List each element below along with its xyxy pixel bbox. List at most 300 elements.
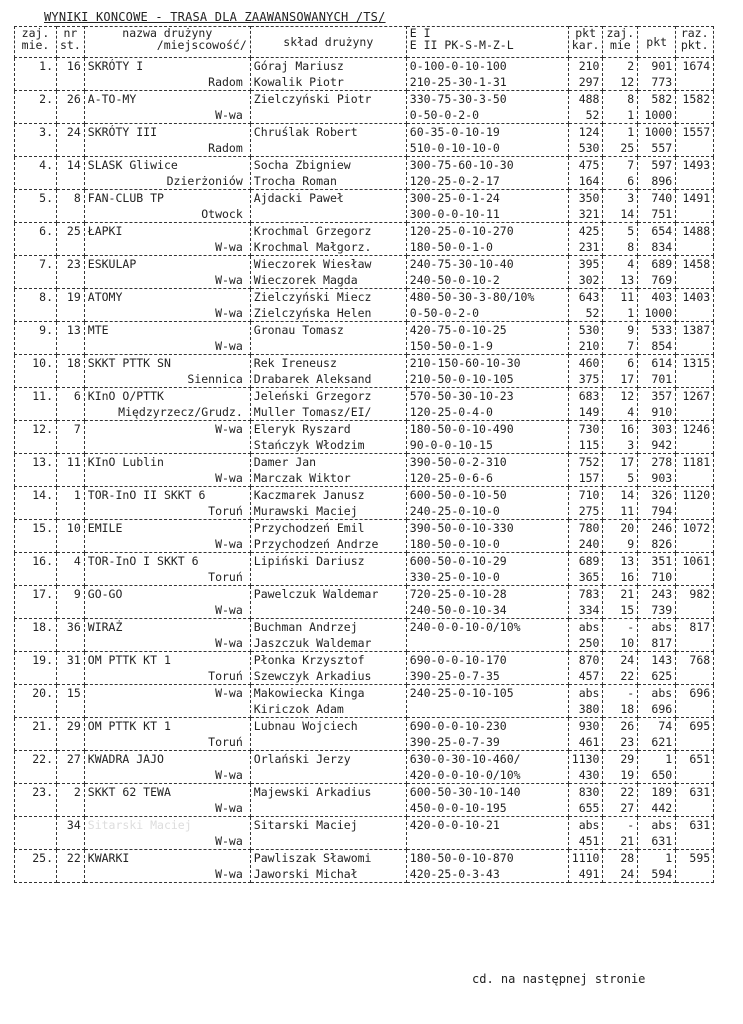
stage-place-cell <box>603 685 638 718</box>
penalty-stage-2: 180-50-0-1-0 <box>409 240 493 254</box>
penalty-stage-1: 60-35-0-10-19 <box>409 125 500 139</box>
place-cell: 19. <box>15 652 57 685</box>
crew-cell <box>250 454 406 487</box>
penalty-points-cell <box>568 289 603 322</box>
table-row <box>15 289 714 322</box>
team-city: Toruń <box>208 570 243 584</box>
points-2: 826 <box>651 537 673 551</box>
place-cell: 23. <box>15 784 57 817</box>
penalty-stage-1: 120-25-0-10-270 <box>409 224 514 238</box>
stage-place-2: 21 <box>620 834 635 848</box>
team-city: Dzierżoniów <box>166 174 243 188</box>
points-1: 689 <box>651 257 673 271</box>
stage-place-cell <box>603 751 638 784</box>
team-city: Siennica <box>187 372 243 386</box>
penalty-points-2: 240 <box>578 537 600 551</box>
points-cell <box>638 751 676 784</box>
penalty-points-1: 350 <box>578 191 600 205</box>
total-points-cell: 1072 <box>676 520 714 553</box>
stage-place-1: 13 <box>620 554 635 568</box>
start-number-cell: 36 <box>57 619 85 652</box>
start-number-cell: 26 <box>57 91 85 124</box>
penalty-stage-1: 390-50-0-10-330 <box>409 521 514 535</box>
penalty-points-cell <box>568 784 603 817</box>
penalty-points-cell <box>568 553 603 586</box>
stage-place-2: 23 <box>620 735 635 749</box>
penalty-stage-2: 420-0-0-10-21 <box>409 818 500 832</box>
stage-place-cell <box>603 421 638 454</box>
total-points-cell: 1387 <box>676 322 714 355</box>
crew-member: Pawelczuk Waldemar <box>253 587 379 601</box>
total-points-cell: 1582 <box>676 91 714 124</box>
team-cell <box>84 586 250 619</box>
points-2: 650 <box>651 768 673 782</box>
penalty-points-1: 395 <box>578 257 600 271</box>
crew-cell <box>250 520 406 553</box>
team-name: KInO O/PTTK <box>87 389 164 403</box>
penalty-points-2: 250 <box>578 636 600 650</box>
points-2: 910 <box>651 405 673 419</box>
stage-place-2: 12 <box>620 75 635 89</box>
start-number-cell: 15 <box>57 685 85 718</box>
table-row <box>15 553 714 586</box>
stage-place-2: 17 <box>620 372 635 386</box>
penalty-points-2: 210 <box>578 339 600 353</box>
team-name: SKRÓTY III <box>87 125 158 139</box>
points-1: abs <box>651 620 673 634</box>
crew-member: Lipiński Dariusz <box>253 554 365 568</box>
stage-place-cell <box>603 223 638 256</box>
penalty-points-cell <box>568 652 603 685</box>
total-points-cell: 1246 <box>676 421 714 454</box>
start-number-cell: 2 <box>57 784 85 817</box>
crew-member: Wieczorek Wiesław <box>253 257 372 271</box>
team-cell <box>84 289 250 322</box>
crew-member: Góraj Mariusz <box>253 59 344 73</box>
total-points-cell: 1491 <box>676 190 714 223</box>
penalty-stage-1: 720-25-0-10-28 <box>409 587 507 601</box>
total-points-cell: 1181 <box>676 454 714 487</box>
team-city: W-wa <box>215 306 243 320</box>
points-2: 896 <box>651 174 673 188</box>
table-row <box>15 91 714 124</box>
crew-cell <box>250 256 406 289</box>
crew-member: Rek Ireneusz <box>253 356 337 370</box>
team-city: W-wa <box>215 636 243 650</box>
penalty-points-1: 1110 <box>571 851 600 865</box>
stage-place-1: 26 <box>620 719 635 733</box>
points-2: 834 <box>651 240 673 254</box>
team-city: W-wa <box>215 108 243 122</box>
header-nr: nr st. <box>57 27 85 58</box>
stage-place-2: 11 <box>620 504 635 518</box>
team-city: W-wa <box>215 422 243 436</box>
crew-cell <box>250 322 406 355</box>
start-number-cell: 31 <box>57 652 85 685</box>
stage-place-1: 29 <box>620 752 635 766</box>
penalty-points-2: 231 <box>578 240 600 254</box>
team-cell <box>84 850 250 883</box>
penalty-points-1: 683 <box>578 389 600 403</box>
points-2: 594 <box>651 867 673 881</box>
points-cell <box>638 421 676 454</box>
crew-cell <box>250 388 406 421</box>
team-cell <box>84 388 250 421</box>
points-cell <box>638 355 676 388</box>
place-cell: 11. <box>15 388 57 421</box>
crew-cell <box>250 619 406 652</box>
team-city: Radom <box>208 141 243 155</box>
penalty-points-cell <box>568 190 603 223</box>
start-number-cell: 6 <box>57 388 85 421</box>
penalty-stage-1: 180-50-0-10-870 <box>409 851 514 865</box>
points-2: 625 <box>651 669 673 683</box>
penalty-stage-2: 420-25-0-3-43 <box>409 867 500 881</box>
start-number-cell: 34 <box>57 817 85 850</box>
penalty-points-cell <box>568 388 603 421</box>
header-pkt-kar: pkt kar. <box>568 27 603 58</box>
points-cell <box>638 718 676 751</box>
stage-place-2: 9 <box>627 537 635 551</box>
team-city: W-wa <box>215 240 243 254</box>
points-1: 326 <box>651 488 673 502</box>
crew-member: Szewczyk Arkadius <box>253 669 372 683</box>
penalty-points-1: 689 <box>578 554 600 568</box>
total-points-cell: 1674 <box>676 58 714 91</box>
penalty-stage-2: 510-0-10-10-0 <box>409 141 500 155</box>
points-cell <box>638 619 676 652</box>
page-title: WYNIKI KONCOWE - TRASA DLA ZAAWANSOWANYCH /TS/ <box>44 10 386 24</box>
stage-place-1: 1 <box>627 125 635 139</box>
start-number-cell: 25 <box>57 223 85 256</box>
team-cell <box>84 322 250 355</box>
table-row <box>15 487 714 520</box>
penalty-cell <box>406 718 568 751</box>
penalty-stage-1: 690-0-0-10-230 <box>409 719 507 733</box>
team-name: TOR-InO I SKKT 6 <box>87 554 199 568</box>
table-row <box>15 685 714 718</box>
place-cell: 10. <box>15 355 57 388</box>
penalty-stage-2: 240-25-0-10-0 <box>409 504 500 518</box>
crew-cell <box>250 91 406 124</box>
crew-cell <box>250 223 406 256</box>
penalty-cell <box>406 784 568 817</box>
penalty-points-cell <box>568 751 603 784</box>
team-cell <box>84 256 250 289</box>
team-name: GO-GO <box>87 587 123 601</box>
stage-place-1: - <box>627 620 635 634</box>
crew-cell <box>250 586 406 619</box>
team-cell <box>84 58 250 91</box>
team-cell <box>84 553 250 586</box>
team-city: W-wa <box>215 686 243 700</box>
stage-place-2: 24 <box>620 867 635 881</box>
points-1: abs <box>651 686 673 700</box>
total-points-cell: 1315 <box>676 355 714 388</box>
stage-place-2: 13 <box>620 273 635 287</box>
start-number-cell: 8 <box>57 190 85 223</box>
stage-place-cell <box>603 58 638 91</box>
crew-member: Kaczmarek Janusz <box>253 488 365 502</box>
penalty-stage-2: 0-50-0-2-0 <box>409 306 480 320</box>
points-1: 143 <box>651 653 673 667</box>
stage-place-2: 18 <box>620 702 635 716</box>
penalty-points-1: 475 <box>578 158 600 172</box>
crew-member: Zielczyńska Helen <box>253 306 372 320</box>
total-points-cell: 631 <box>676 817 714 850</box>
stage-place-cell <box>603 553 638 586</box>
stage-place-cell <box>603 487 638 520</box>
total-points-cell: 695 <box>676 718 714 751</box>
stage-place-2: 1 <box>627 306 635 320</box>
penalty-stage-1: 570-50-30-10-23 <box>409 389 514 403</box>
penalty-points-1: 830 <box>578 785 600 799</box>
penalty-stage-1: 600-50-30-10-140 <box>409 785 521 799</box>
penalty-points-2: 302 <box>578 273 600 287</box>
team-cell <box>84 784 250 817</box>
penalty-cell <box>406 487 568 520</box>
stage-place-cell <box>603 190 638 223</box>
place-cell: 16. <box>15 553 57 586</box>
penalty-stage-1: 0-100-0-10-100 <box>409 59 507 73</box>
points-cell <box>638 124 676 157</box>
penalty-points-2: 275 <box>578 504 600 518</box>
points-cell <box>638 190 676 223</box>
crew-cell <box>250 553 406 586</box>
penalty-points-1: 643 <box>578 290 600 304</box>
points-2: 817 <box>651 636 673 650</box>
start-number-cell: 10 <box>57 520 85 553</box>
total-points-cell: 651 <box>676 751 714 784</box>
stage-place-1: 3 <box>627 191 635 205</box>
points-cell <box>638 256 676 289</box>
penalty-points-cell <box>568 157 603 190</box>
stage-place-2: 6 <box>627 174 635 188</box>
penalty-points-cell <box>568 817 603 850</box>
penalty-points-2: 52 <box>585 306 600 320</box>
header-team: nazwa drużyny /miejscowość/ <box>84 27 250 58</box>
header-raz-pkt: raz. pkt. <box>676 27 714 58</box>
penalty-stage-1: 180-50-0-10-490 <box>409 422 514 436</box>
stage-place-2: 5 <box>627 471 635 485</box>
team-name: MTE <box>87 323 109 337</box>
stage-place-2: 25 <box>620 141 635 155</box>
team-name: A-TO-MY <box>87 92 137 106</box>
penalty-points-1: 730 <box>578 422 600 436</box>
crew-member: Gronau Tomasz <box>253 323 344 337</box>
start-number-cell: 13 <box>57 322 85 355</box>
penalty-stage-1: 300-75-60-10-30 <box>409 158 514 172</box>
crew-member: Murawski Maciej <box>253 504 358 518</box>
stage-place-cell <box>603 652 638 685</box>
penalty-points-1: 210 <box>578 59 600 73</box>
table-row <box>15 256 714 289</box>
crew-member: Jaworski Michał <box>253 867 358 881</box>
total-points-cell: 1061 <box>676 553 714 586</box>
crew-member: Marczak Wiktor <box>253 471 351 485</box>
penalty-points-2: 149 <box>578 405 600 419</box>
team-name: WIRAŻ <box>87 620 123 634</box>
crew-member: Przychodzeń Andrze <box>253 537 379 551</box>
crew-cell <box>250 751 406 784</box>
penalty-cell <box>406 256 568 289</box>
penalty-stage-2: 420-0-0-10-0/10% <box>409 768 521 782</box>
crew-cell <box>250 718 406 751</box>
points-1: 189 <box>651 785 673 799</box>
penalty-cell <box>406 124 568 157</box>
crew-member: Majewski Arkadius <box>253 785 372 799</box>
penalty-cell <box>406 355 568 388</box>
penalty-cell <box>406 619 568 652</box>
team-name: FAN-CLUB TP <box>87 191 164 205</box>
crew-member: Zielczyński Miecz <box>253 290 372 304</box>
stage-place-1: 8 <box>627 92 635 106</box>
team-cell <box>84 355 250 388</box>
points-2: 442 <box>651 801 673 815</box>
penalty-stage-2: 240-50-0-10-34 <box>409 603 507 617</box>
table-row <box>15 58 714 91</box>
penalty-points-1: 870 <box>578 653 600 667</box>
table-row <box>15 454 714 487</box>
team-city: Toruń <box>208 669 243 683</box>
points-2: 631 <box>651 834 673 848</box>
penalty-stage-1: 300-25-0-1-24 <box>409 191 500 205</box>
penalty-points-cell <box>568 487 603 520</box>
stage-place-cell <box>603 157 638 190</box>
penalty-points-2: 52 <box>585 108 600 122</box>
place-cell: 6. <box>15 223 57 256</box>
crew-cell <box>250 487 406 520</box>
stage-place-2: 4 <box>627 405 635 419</box>
total-points-cell: 1403 <box>676 289 714 322</box>
team-name: KWADRA JAJO <box>87 752 164 766</box>
crew-cell <box>250 289 406 322</box>
stage-place-2: 14 <box>620 207 635 221</box>
penalty-cell <box>406 520 568 553</box>
start-number-cell: 9 <box>57 586 85 619</box>
penalty-cell <box>406 421 568 454</box>
points-cell <box>638 289 676 322</box>
stage-place-2: 27 <box>620 801 635 815</box>
penalty-points-cell <box>568 124 603 157</box>
points-cell <box>638 586 676 619</box>
header-zaj-mie: zaj. mie <box>603 27 638 58</box>
stage-place-2: 10 <box>620 636 635 650</box>
place-cell: 20. <box>15 685 57 718</box>
header-penalty: E I E II PK-S-M-Z-L <box>406 27 568 58</box>
points-cell <box>638 322 676 355</box>
stage-place-cell <box>603 322 638 355</box>
crew-member: Sitarski Maciej <box>253 818 358 832</box>
penalty-cell <box>406 454 568 487</box>
table-row <box>15 520 714 553</box>
crew-cell <box>250 817 406 850</box>
crew-cell <box>250 652 406 685</box>
crew-cell <box>250 685 406 718</box>
penalty-cell <box>406 685 568 718</box>
penalty-points-cell <box>568 91 603 124</box>
points-2: 854 <box>651 339 673 353</box>
total-points-cell: 1493 <box>676 157 714 190</box>
stage-place-cell <box>603 586 638 619</box>
stage-place-2: 15 <box>620 603 635 617</box>
crew-member: Kiriczok Adam <box>253 702 344 716</box>
penalty-points-cell <box>568 322 603 355</box>
points-1: 351 <box>651 554 673 568</box>
penalty-stage-1: 240-75-30-10-40 <box>409 257 514 271</box>
penalty-stage-2: 240-0-0-10-0/10% <box>409 620 521 634</box>
penalty-points-1: 930 <box>578 719 600 733</box>
table-row <box>15 586 714 619</box>
header-place: zaj. mie. <box>15 27 57 58</box>
team-cell <box>84 751 250 784</box>
penalty-stage-2: 120-25-0-2-17 <box>409 174 500 188</box>
place-cell: 17. <box>15 586 57 619</box>
crew-cell <box>250 124 406 157</box>
stage-place-cell <box>603 388 638 421</box>
points-cell <box>638 388 676 421</box>
stage-place-2: 8 <box>627 240 635 254</box>
stage-place-cell <box>603 355 638 388</box>
crew-member: Jeleński Grzegorz <box>253 389 372 403</box>
points-2: 942 <box>651 438 673 452</box>
crew-member: Jaszczuk Waldemar <box>253 636 372 650</box>
crew-cell <box>250 421 406 454</box>
place-cell: 15. <box>15 520 57 553</box>
penalty-points-2: 164 <box>578 174 600 188</box>
points-2: 621 <box>651 735 673 749</box>
penalty-cell <box>406 817 568 850</box>
stage-place-cell <box>603 850 638 883</box>
stage-place-1: 16 <box>620 422 635 436</box>
crew-member: Ajdacki Paweł <box>253 191 344 205</box>
crew-member: Płonka Krzysztof <box>253 653 365 667</box>
penalty-stage-1: 330-75-30-3-50 <box>409 92 507 106</box>
place-cell: 5. <box>15 190 57 223</box>
place-cell: 22. <box>15 751 57 784</box>
penalty-points-2: 365 <box>578 570 600 584</box>
penalty-points-cell <box>568 619 603 652</box>
penalty-points-cell <box>568 718 603 751</box>
penalty-points-2: 530 <box>578 141 600 155</box>
points-1: 246 <box>651 521 673 535</box>
table-header-row <box>15 27 714 58</box>
penalty-stage-1: 630-0-30-10-460/ <box>409 752 521 766</box>
total-points-cell: 1488 <box>676 223 714 256</box>
points-1: 597 <box>651 158 673 172</box>
start-number-cell: 27 <box>57 751 85 784</box>
points-cell <box>638 652 676 685</box>
table-row <box>15 190 714 223</box>
team-name: ATOMY <box>87 290 123 304</box>
place-cell: 3. <box>15 124 57 157</box>
place-cell: 25. <box>15 850 57 883</box>
team-cell <box>84 718 250 751</box>
points-1: 901 <box>651 59 673 73</box>
crew-member: Krochmal Małgorz. <box>253 240 372 254</box>
penalty-cell <box>406 157 568 190</box>
total-points-cell: 768 <box>676 652 714 685</box>
team-cell <box>84 619 250 652</box>
points-1: 243 <box>651 587 673 601</box>
place-cell: 13. <box>15 454 57 487</box>
stage-place-1: 2 <box>627 59 635 73</box>
stage-place-1: 5 <box>627 224 635 238</box>
points-cell <box>638 850 676 883</box>
stage-place-cell <box>603 619 638 652</box>
crew-member: Muller Tomasz/EI/ <box>253 405 372 419</box>
place-cell: 8. <box>15 289 57 322</box>
